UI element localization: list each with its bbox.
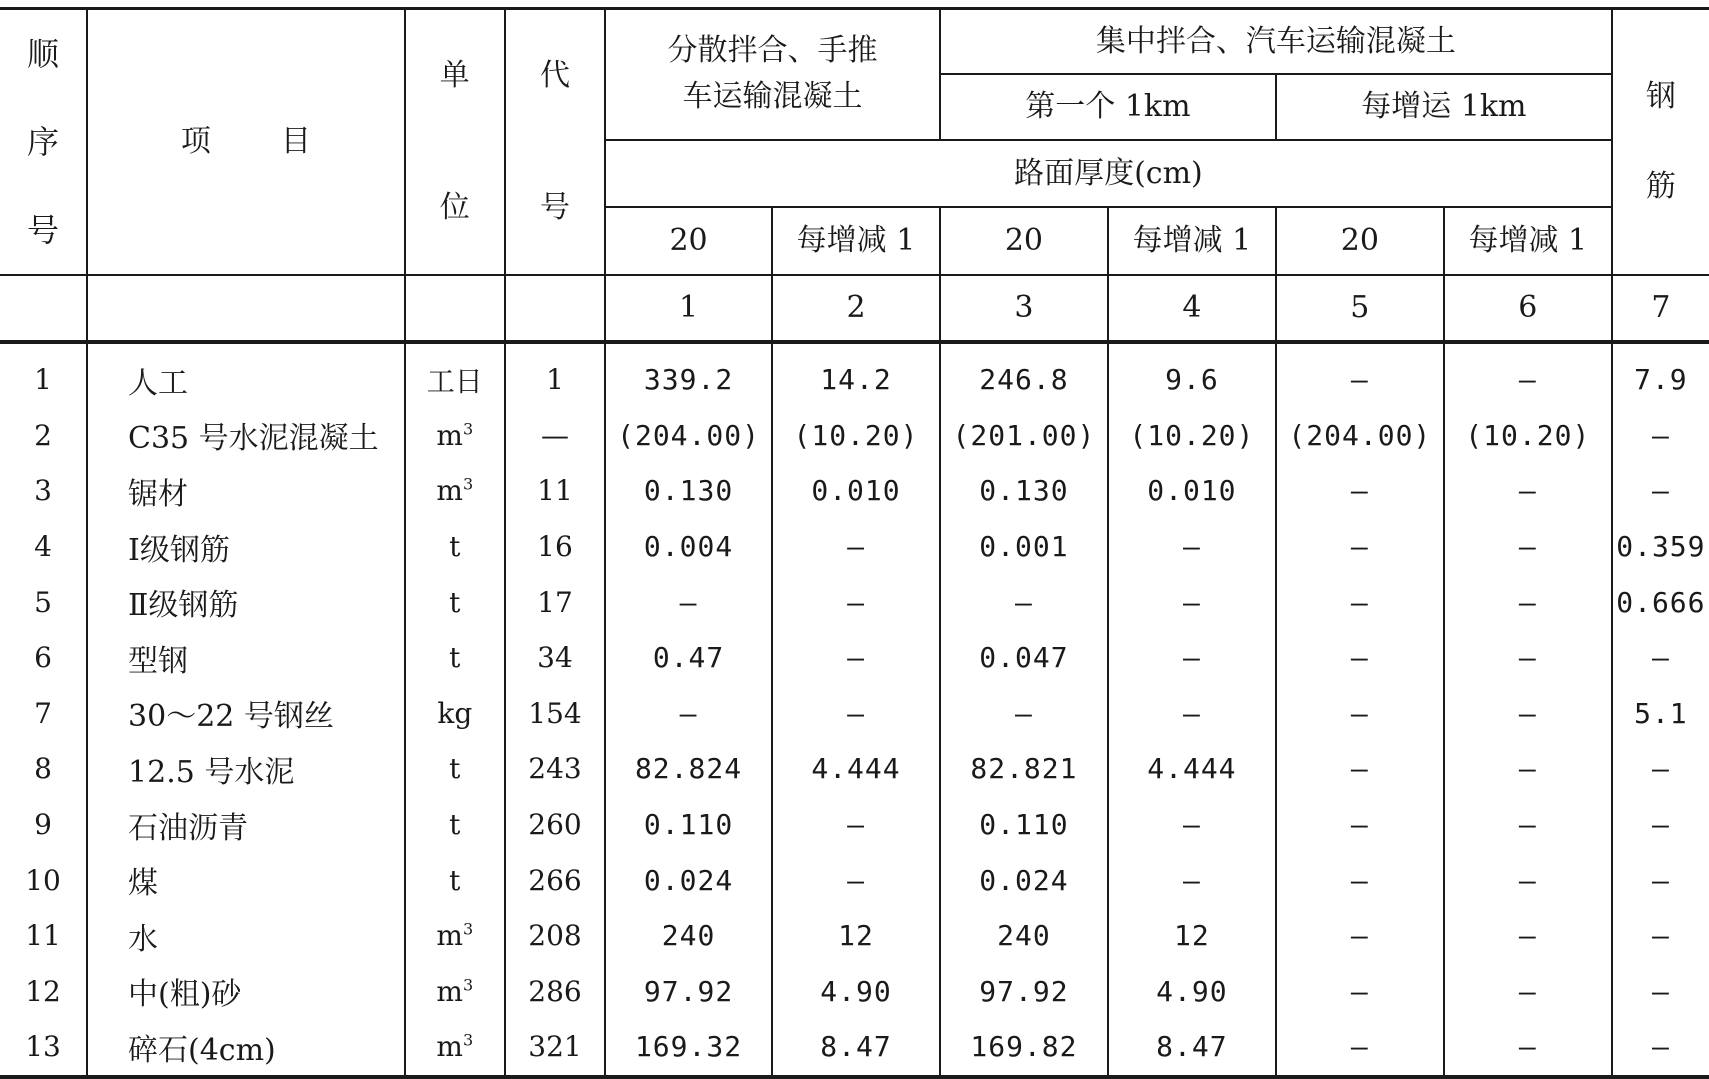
row-value-cell: — [1276,574,1444,630]
sub-each-km-header [1276,74,1612,140]
row-value-cell: 0.359 [1616,530,1706,564]
row-value-cell: — [1444,908,1612,964]
unit-text: t [449,530,461,564]
row-value-cell: — [1651,863,1670,897]
table-row [0,797,1709,853]
row-value-cell: — [1276,342,1444,408]
row-code-cell: 154 [505,686,605,742]
row-unit-cell [405,463,505,519]
row-code-cell: 16 [505,519,605,575]
row-value-cell: — [1276,797,1444,853]
row-value-cell: (204.00) [1276,408,1444,464]
rebar-header [1612,9,1709,276]
row-seq-cell: 4 [0,519,87,575]
thickness-col-header: 每增减 1 [772,207,940,275]
row-unit-cell [405,964,505,1020]
group-b-label: 集中拌合、汽车运输混凝土 [1095,23,1456,59]
row-value-cell: 0.047 [940,630,1108,686]
item-header-label: 项目 [180,124,381,159]
row-value-cell: — [940,686,1108,742]
row-value-cell: — [1444,852,1612,908]
row-value-cell: (10.20) [1444,408,1612,464]
row-seq-cell: 8 [0,741,87,797]
thickness-header [605,140,1612,208]
row-item-cell: Ⅱ级钢筋 [87,574,405,630]
unit-superscript: 3 [462,1031,474,1051]
row-value-cell: — [1276,852,1444,908]
row-value-cell: — [1108,852,1276,908]
row-value-cell: (201.00) [940,408,1108,464]
row-seq-cell: 10 [0,852,87,908]
row-value-cell: — [1108,519,1276,575]
row-value-cell: — [1276,686,1444,742]
row-item-cell: 煤 [87,852,405,908]
thickness-col-header: 20 [1276,207,1444,275]
row-value-cell: 12 [772,908,940,964]
column-number: 6 [1444,275,1612,342]
group-a-header [605,9,940,140]
row-value-cell: 0.001 [940,519,1108,575]
row-value-cell: 240 [940,908,1108,964]
row-code-cell: — [505,408,605,464]
table-row [0,463,1709,519]
row-value-cell: — [1108,797,1276,853]
table-row [0,908,1709,964]
row-value-cell: 0.004 [605,519,772,575]
row-value-cell: — [1651,919,1670,953]
row-code-cell: 208 [505,908,605,964]
row-value-cell: 82.821 [940,741,1108,797]
table-row [0,741,1709,797]
row-value-cell: — [1651,641,1670,675]
row-unit-cell [405,797,505,853]
row-value-cell: — [1276,1019,1444,1077]
row-code-cell: 17 [505,574,605,630]
table-row [0,630,1709,686]
row-code-cell: 243 [505,741,605,797]
row-unit-cell [405,342,505,408]
column-number: 2 [772,275,940,342]
unit-header [405,9,505,276]
row-value-cell: 0.024 [605,852,772,908]
row-value-cell: 5.1 [1634,696,1688,730]
row-code-cell: 286 [505,964,605,1020]
row-value-cell: — [772,574,940,630]
unit-text: t [449,863,461,897]
row-item-cell: 水 [87,908,405,964]
row-seq-cell: 6 [0,630,87,686]
row-value-cell: 0.47 [605,630,772,686]
table-row [0,964,1709,1020]
row-value-cell: (10.20) [772,408,940,464]
row-unit-cell [405,908,505,964]
unit-text: m [436,1030,463,1064]
seq-header-char: 顺 [27,35,60,73]
row-value-cell: — [1612,1019,1709,1077]
unit-text: m [436,974,463,1008]
row-item-cell: Ⅰ级钢筋 [87,519,405,575]
row-code-cell: 34 [505,630,605,686]
row-item-cell: 30～22 号钢丝 [87,686,405,742]
column-number: 4 [1108,275,1276,342]
row-unit-cell [405,408,505,464]
row-value-cell: — [1276,630,1444,686]
row-value-cell: — [772,630,940,686]
code-header-char: 号 [539,190,570,225]
row-value-cell: 7.9 [1634,363,1688,397]
row-value-cell: — [1444,964,1612,1020]
unit-text: m [436,418,463,452]
row-value-cell: — [1108,686,1276,742]
row-seq-cell: 7 [0,686,87,742]
column-number: 5 [1276,275,1444,342]
table-row [0,342,1709,408]
row-value-cell: — [1276,908,1444,964]
row-value-cell: — [772,797,940,853]
row-value-cell: 0.666 [1616,585,1706,619]
row-value-cell: 0.130 [940,463,1108,519]
row-code-cell: 321 [505,1019,605,1077]
header-spacer [87,275,405,342]
row-item-cell: 碎石(4cm) [87,1019,405,1077]
row-value-cell: — [1444,630,1612,686]
item-header [87,9,405,276]
row-seq-cell: 3 [0,463,87,519]
row-value-cell: 169.82 [940,1019,1108,1077]
header-spacer [405,275,505,342]
code-header [505,9,605,276]
row-value-cell: 4.90 [1108,964,1276,1020]
unit-superscript: 3 [462,475,474,495]
row-value-cell: 8.47 [772,1019,940,1077]
unit-text: t [449,752,461,786]
row-seq-cell: 9 [0,797,87,853]
thickness-col-header: 20 [940,207,1108,275]
row-seq-cell: 13 [0,1019,87,1077]
table-row [0,686,1709,742]
header-spacer [505,275,605,342]
unit-text: m [436,474,463,508]
column-number: 1 [605,275,772,342]
unit-text: t [449,585,461,619]
row-value-cell: — [1444,519,1612,575]
row-value-cell: 169.32 [605,1019,772,1077]
row-value-cell: 240 [605,908,772,964]
row-value-cell: 82.824 [605,741,772,797]
row-item-cell: 锯材 [87,463,405,519]
row-value-cell: — [1276,463,1444,519]
row-value-cell: — [1651,752,1670,786]
row-item-cell: 12.5 号水泥 [87,741,405,797]
unit-header-char: 位 [439,190,470,225]
row-value-cell: 0.130 [605,463,772,519]
column-number: 7 [1612,275,1709,342]
row-unit-cell [405,741,505,797]
sub-first-km-header [940,74,1276,140]
unit-superscript: 3 [462,975,474,995]
row-value-cell: 8.47 [1108,1019,1276,1077]
table-header [0,9,1709,343]
row-value-cell: — [605,686,772,742]
row-value-cell: 0.110 [940,797,1108,853]
row-value-cell: — [1444,686,1612,742]
row-value-cell: 12 [1108,908,1276,964]
row-unit-cell [405,852,505,908]
row-value-cell: — [1276,519,1444,575]
row-item-cell: 石油沥青 [87,797,405,853]
row-code-cell: 266 [505,852,605,908]
row-value-cell: — [1651,474,1670,508]
row-value-cell: 4.90 [772,964,940,1020]
table-row [0,1019,1709,1077]
row-value-cell: 0.010 [772,463,940,519]
seq-header [0,9,87,276]
row-value-cell: — [1108,574,1276,630]
row-value-cell: — [1444,741,1612,797]
row-value-cell: 97.92 [940,964,1108,1020]
row-value-cell: 0.024 [940,852,1108,908]
row-value-cell: — [1651,808,1670,842]
row-item-cell: 中(粗)砂 [87,964,405,1020]
unit-text: 工日 [426,364,483,398]
row-value-cell: (10.20) [1108,408,1276,464]
row-value-cell: — [1444,342,1612,408]
unit-header-char: 单 [439,58,470,93]
row-value-cell: 14.2 [772,342,940,408]
table-body [0,342,1709,1077]
unit-text: m [436,919,463,953]
thickness-col-header: 每增减 1 [1444,207,1612,275]
row-seq-cell: 12 [0,964,87,1020]
row-seq-cell: 1 [0,342,87,408]
row-seq-cell: 11 [0,908,87,964]
row-value-cell: — [1651,974,1670,1008]
row-code-cell: 260 [505,797,605,853]
group-b-header [940,9,1612,75]
row-value-cell: — [940,574,1108,630]
seq-header-char: 号 [27,211,60,249]
row-value-cell: — [1651,418,1670,452]
row-value-cell: 0.110 [605,797,772,853]
row-unit-cell [405,1019,505,1077]
column-number: 3 [940,275,1108,342]
row-value-cell: — [1444,574,1612,630]
row-value-cell: — [1444,463,1612,519]
unit-text: t [449,808,461,842]
row-value-cell: (204.00) [605,408,772,464]
row-unit-cell [405,630,505,686]
sub-each-km-label: 每增运 1km [1361,88,1527,124]
group-a-line: 分散拌合、手推 [667,33,878,69]
row-value-cell: 339.2 [605,342,772,408]
row-value-cell: 97.92 [605,964,772,1020]
row-value-cell: 4.444 [1108,741,1276,797]
unit-text: t [449,641,461,675]
unit-superscript: 3 [462,419,474,439]
row-value-cell: 4.444 [772,741,940,797]
row-value-cell: 0.010 [1108,463,1276,519]
thickness-col-header: 每增减 1 [1108,207,1276,275]
table-row [0,519,1709,575]
row-value-cell: — [772,686,940,742]
row-code-cell: 1 [505,342,605,408]
unit-superscript: 3 [462,919,474,939]
code-header-char: 代 [539,58,570,93]
row-seq-cell: 2 [0,408,87,464]
row-item-cell: 人工 [87,342,405,408]
row-item-cell: C35 号水泥混凝土 [87,408,405,464]
thickness-col-header: 20 [605,207,772,275]
row-item-cell: 型钢 [87,630,405,686]
row-value-cell: — [772,519,940,575]
row-value-cell: — [1276,964,1444,1020]
row-unit-cell [405,574,505,630]
row-value-cell: — [772,852,940,908]
quota-table [0,7,1709,1079]
sub-first-km-label: 第一个 1km [1025,88,1191,124]
row-seq-cell: 5 [0,574,87,630]
thickness-label: 路面厚度(cm) [1014,155,1203,191]
group-a-line: 车运输混凝土 [682,79,863,115]
header-spacer [0,275,87,342]
row-value-cell: — [605,574,772,630]
row-unit-cell [405,519,505,575]
table-row [0,852,1709,908]
row-unit-cell [405,686,505,742]
row-code-cell: 11 [505,463,605,519]
row-value-cell: — [1108,630,1276,686]
table-row [0,574,1709,630]
table-row [0,408,1709,464]
row-value-cell: — [1444,797,1612,853]
rebar-header-char: 钢 [1645,79,1676,114]
row-value-cell: — [1276,741,1444,797]
row-value-cell: — [1444,1019,1612,1077]
row-value-cell: 246.8 [940,342,1108,408]
rebar-header-char: 筋 [1645,169,1676,204]
unit-text: kg [437,696,473,730]
row-value-cell: 9.6 [1108,342,1276,408]
seq-header-char: 序 [27,123,60,161]
